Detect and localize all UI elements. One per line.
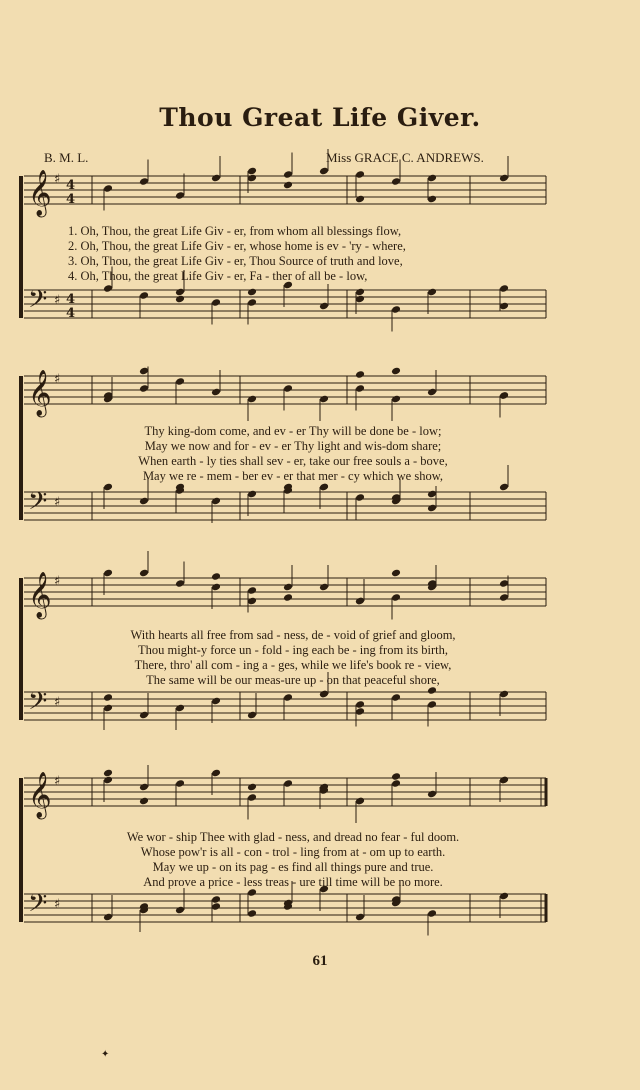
sharp-icon: ♯ xyxy=(54,695,61,710)
time-signature-bottom: 4 xyxy=(66,306,76,321)
page-number: 61 xyxy=(312,953,328,969)
note-head xyxy=(391,772,401,781)
note-head xyxy=(247,783,257,792)
lyric-line: 2. Oh, Thou, the great Life Giv - er, whose home is ev - 'ry - where, xyxy=(68,239,406,253)
bass-clef-icon: 𝄢 xyxy=(28,487,48,522)
lyric-line: When earth - ly ties shall sev - er, take our free souls a - bove, xyxy=(138,454,448,468)
lyric-line: Thou might-y force un - fold - ing each be - ing from its birth, xyxy=(138,643,448,657)
bass-clef-icon: 𝄢 xyxy=(28,285,48,320)
note-head xyxy=(355,370,365,379)
lyricist-credit: B. M. L. xyxy=(44,150,89,165)
treble-clef-icon: 𝄞 xyxy=(28,170,52,216)
time-signature-bottom: 4 xyxy=(66,192,76,207)
note-head xyxy=(139,797,149,806)
lyrics-system-3 xyxy=(58,628,528,688)
ink-mark: ✦ xyxy=(101,1049,110,1060)
lyric-line: 4. Oh, Thou, the great Life Giv - er, Fa - ther of all be - low, xyxy=(68,269,368,283)
lyric-line: Whose pow'r is all - con - trol - ling from at - om up to earth. xyxy=(140,845,446,859)
lyric-line: May we up - on its pag - es find all things pure and true. xyxy=(152,860,434,874)
sharp-icon: ♯ xyxy=(54,897,61,912)
lyric-line: 1. Oh, Thou, the great Life Giv - er, from whom all blessings flow, xyxy=(68,224,402,238)
note-head xyxy=(391,367,401,376)
note-head xyxy=(103,769,113,778)
note-head xyxy=(283,593,293,602)
note-head xyxy=(391,569,401,578)
lyric-line: We wor - ship Thee with glad - ness, and dread no fear - ful doom. xyxy=(126,830,460,844)
time-signature-top: 4 xyxy=(66,178,76,193)
lyric-line: There, thro' all com - ing a - ges, while we life's book re - view, xyxy=(134,658,452,672)
note-head xyxy=(247,288,257,297)
treble-clef-icon: 𝄞 xyxy=(28,572,52,618)
sharp-icon: ♯ xyxy=(54,574,61,589)
lyrics-system-2 xyxy=(58,424,528,484)
lyrics-system-1 xyxy=(58,224,528,284)
note-head xyxy=(283,181,293,190)
note-head xyxy=(103,693,113,702)
note-head xyxy=(175,295,185,304)
lyric-line: May we re - mem - ber ev - er that mer - cy which we show, xyxy=(142,469,444,483)
lyric-line: With hearts all free from sad - ness, de - void of grief and gloom, xyxy=(130,628,456,642)
lyric-line: May we now and for - ev - er Thy light and wis-dom share; xyxy=(144,439,442,453)
treble-clef-icon: 𝄞 xyxy=(28,370,52,416)
bass-clef-icon: 𝄢 xyxy=(28,889,48,924)
sharp-icon: ♯ xyxy=(54,495,61,510)
sharp-icon: ♯ xyxy=(54,172,61,187)
sharp-icon: ♯ xyxy=(54,293,61,308)
sharp-icon: ♯ xyxy=(54,372,61,387)
note-head xyxy=(211,572,221,581)
time-signature-top: 4 xyxy=(66,292,76,307)
hymn-title: Thou Great Life Giver. xyxy=(159,103,481,132)
treble-clef-icon: 𝄞 xyxy=(28,772,52,818)
composer-credit: Miss GRACE C. ANDREWS. xyxy=(326,150,484,165)
lyrics-system-4 xyxy=(58,830,528,890)
bass-clef-icon: 𝄢 xyxy=(28,687,48,722)
lyric-line: 3. Oh, Thou, the great Life Giv - er, Thou Source of truth and love, xyxy=(68,254,403,268)
lyric-line: The same will be our meas-ure up - on that peaceful shore, xyxy=(146,673,440,687)
sharp-icon: ♯ xyxy=(54,774,61,789)
lyric-line: Thy king-dom come, and ev - er Thy will be done be - low; xyxy=(144,424,442,438)
lyric-line: And prove a price - less treas - ure till time will be no more. xyxy=(143,875,443,889)
